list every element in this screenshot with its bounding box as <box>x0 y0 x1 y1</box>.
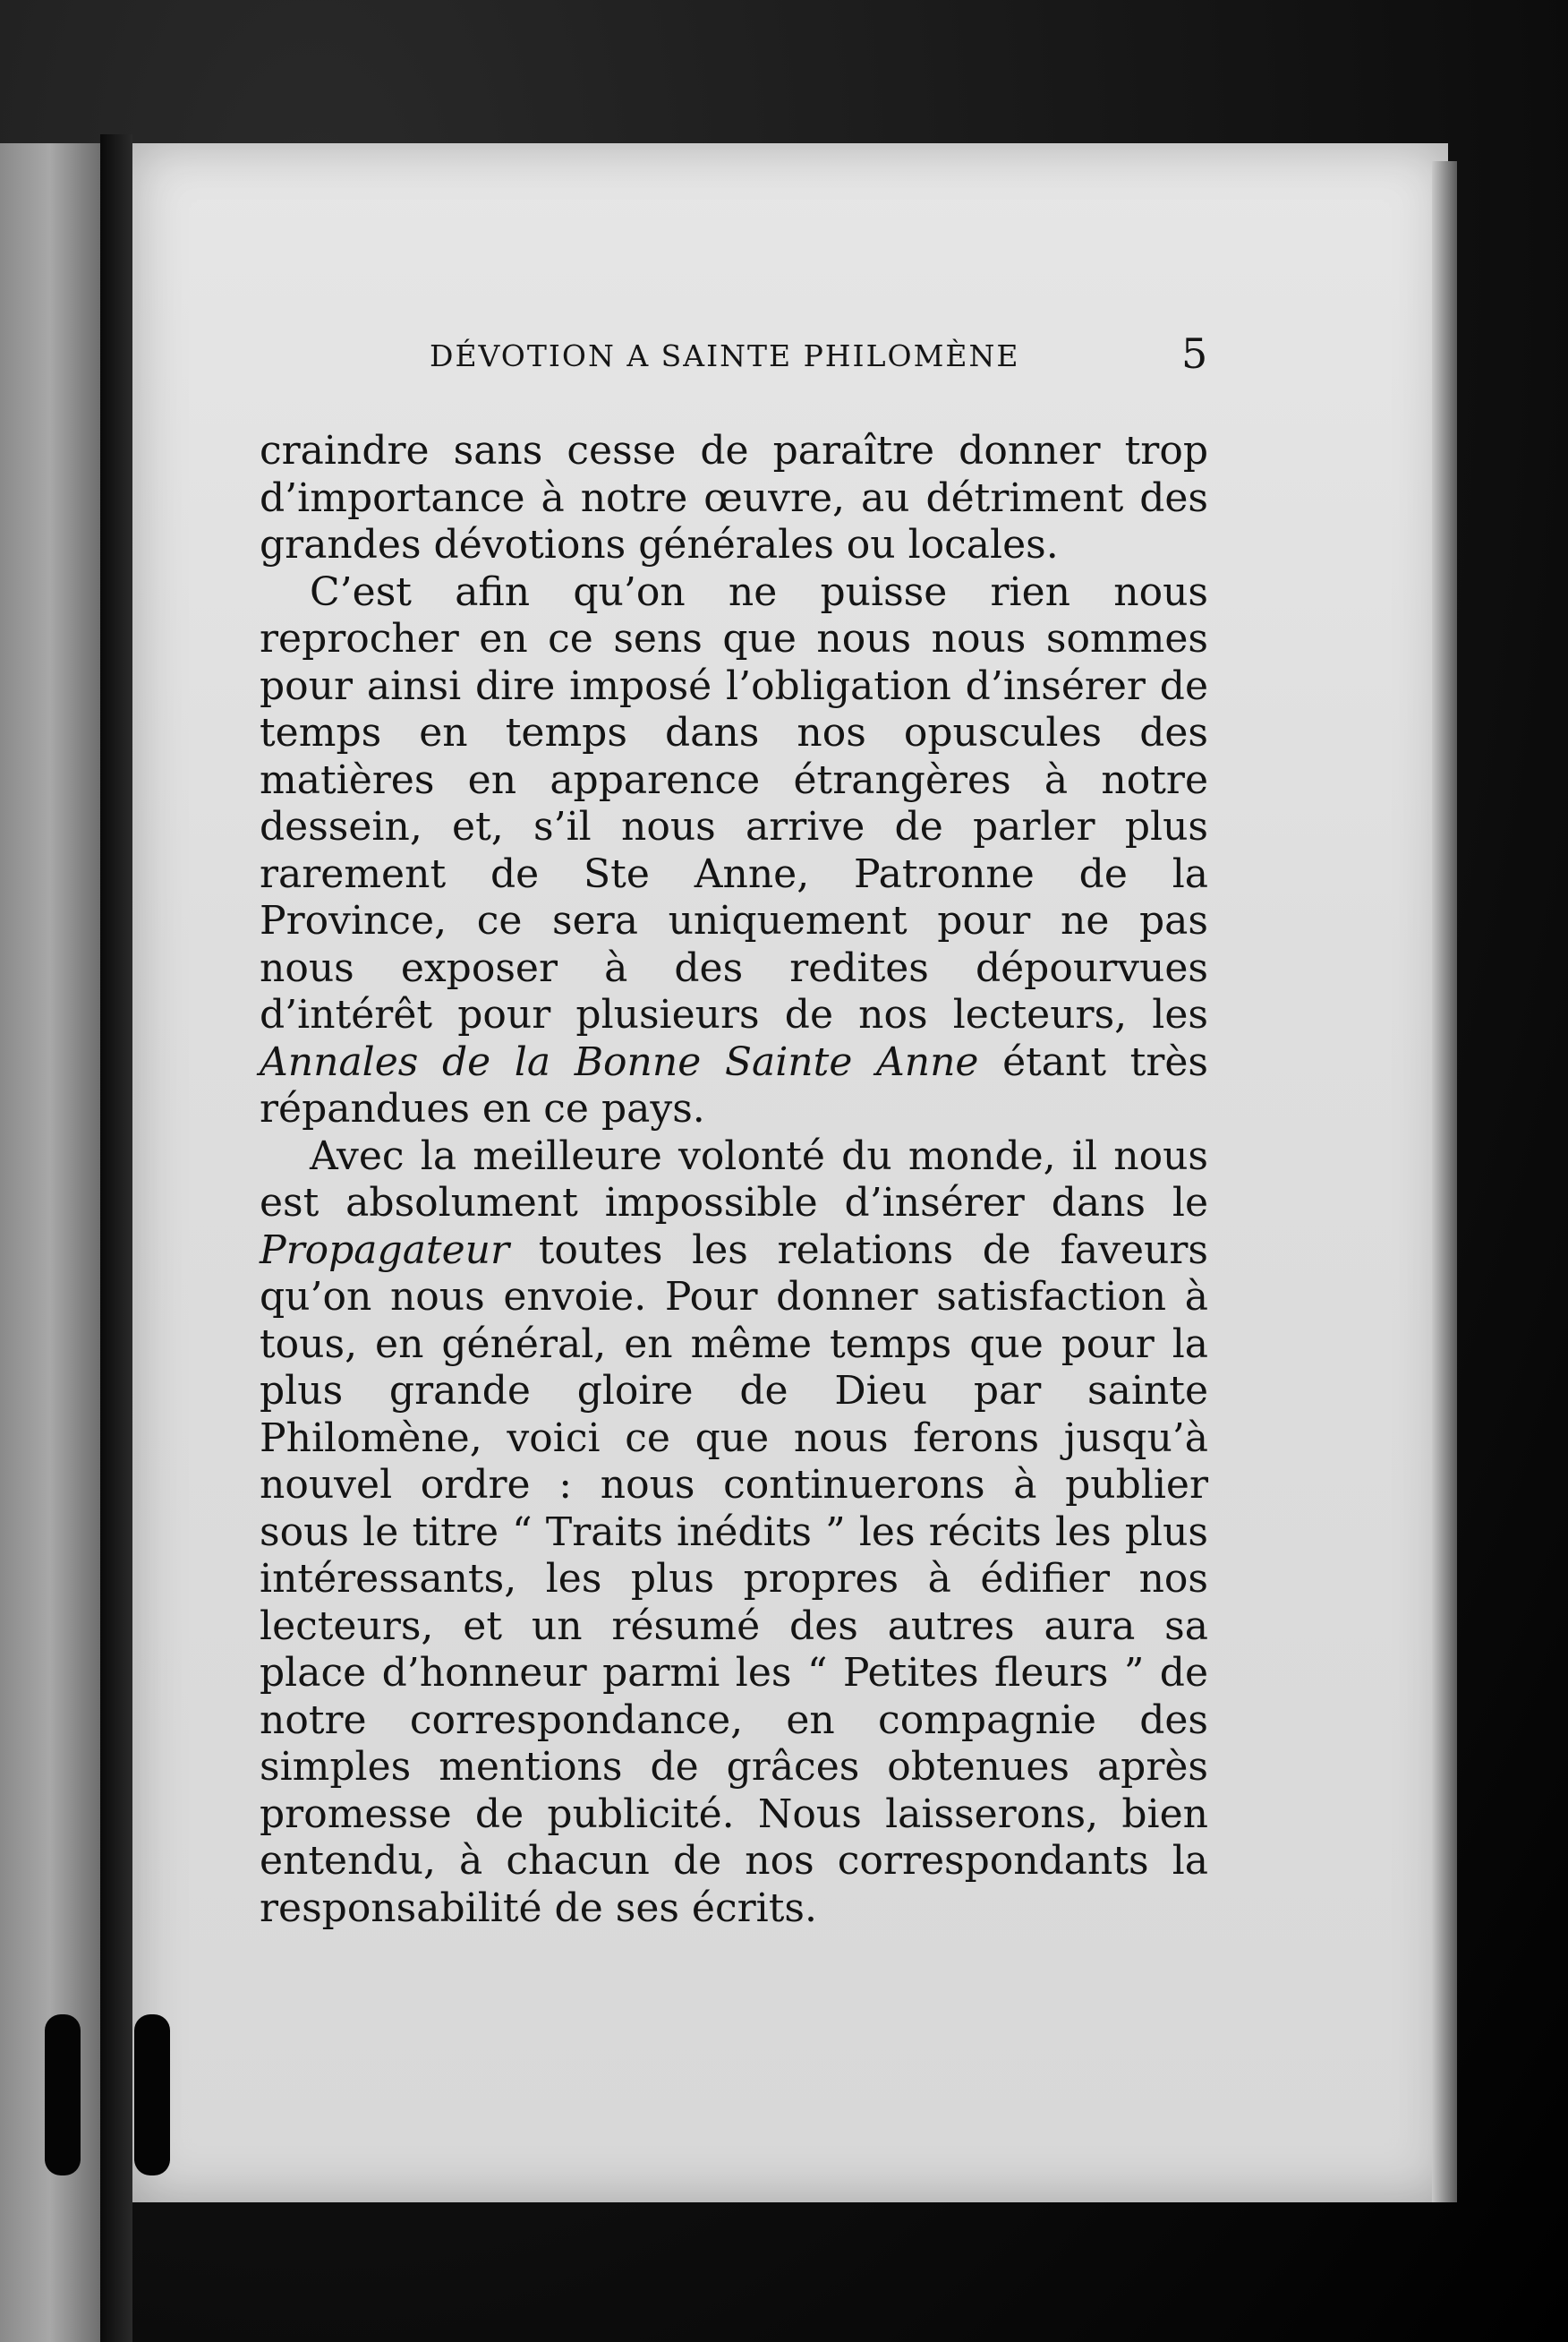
binding-marks <box>36 2014 188 2175</box>
page-right-edge <box>1432 161 1457 2202</box>
annales-title: Annales de la Bonne Sainte Anne <box>260 1039 979 1085</box>
facing-page-edge <box>0 143 100 2342</box>
paragraph-1: craindre sans cesse de paraître donner trop d’importance à notre œuvre, au détriment des grandes dévotions générales ou locales. <box>260 428 1208 568</box>
book-gutter <box>100 134 132 2342</box>
paragraph-2 <box>260 569 1208 1133</box>
paragraph-3-end: toutes les relations de faveurs qu’on nous envoie. Pour donner satisfaction à tous, en général, en même temps que pour la plus grande gloire de Dieu par sainte Philomène, voici ce que nous ferons jusqu’à nouvel ordre : nous continuerons à publier sous le titre “ Traits inédits ” les récits les plus intéressants, les plus propres à édifier nos lecteurs, et un résumé des autres aura sa place d’honneur parmi les “ Petites fleurs ” de notre correspondance, en compagnie des simples mentions de grâces obtenues après promesse de publicité. Nous laisserons, bien entendu, à chacun de nos correspondants la responsabilité de ses écrits. <box>260 1227 1208 1931</box>
binding-mark <box>45 2014 81 2175</box>
paragraph-2-text: C’est afin qu’on ne puisse rien nous reprocher en ce sens que nous nous sommes pour ainsi dire imposé l’obligation d’insérer de temps en temps dans nos opuscules des matières en apparence étrangères à notre dessein, et, s’il nous arrive de parler plus rarement de Ste Anne, Patronne de la Province, ce sera uniquement pour ne pas nous exposer à des redites dépourvues d’intérêt pour plusieurs de nos lecteurs, les <box>260 568 1208 1038</box>
page-number: 5 <box>1181 329 1208 378</box>
running-title: DÉVOTION A SAINTE PHILOMÈNE <box>430 338 1020 373</box>
binding-mark <box>134 2014 170 2175</box>
paragraph-2-end: étant très répandues en ce pays. <box>260 1039 1208 1132</box>
propagateur-title: Propagateur <box>260 1227 510 1273</box>
body-text <box>260 428 1208 1932</box>
paragraph-3-start: Avec la meilleure volonté du monde, il nous est absolument impossible d’insérer dans le <box>260 1133 1208 1226</box>
paragraph-3 <box>260 1133 1208 1933</box>
